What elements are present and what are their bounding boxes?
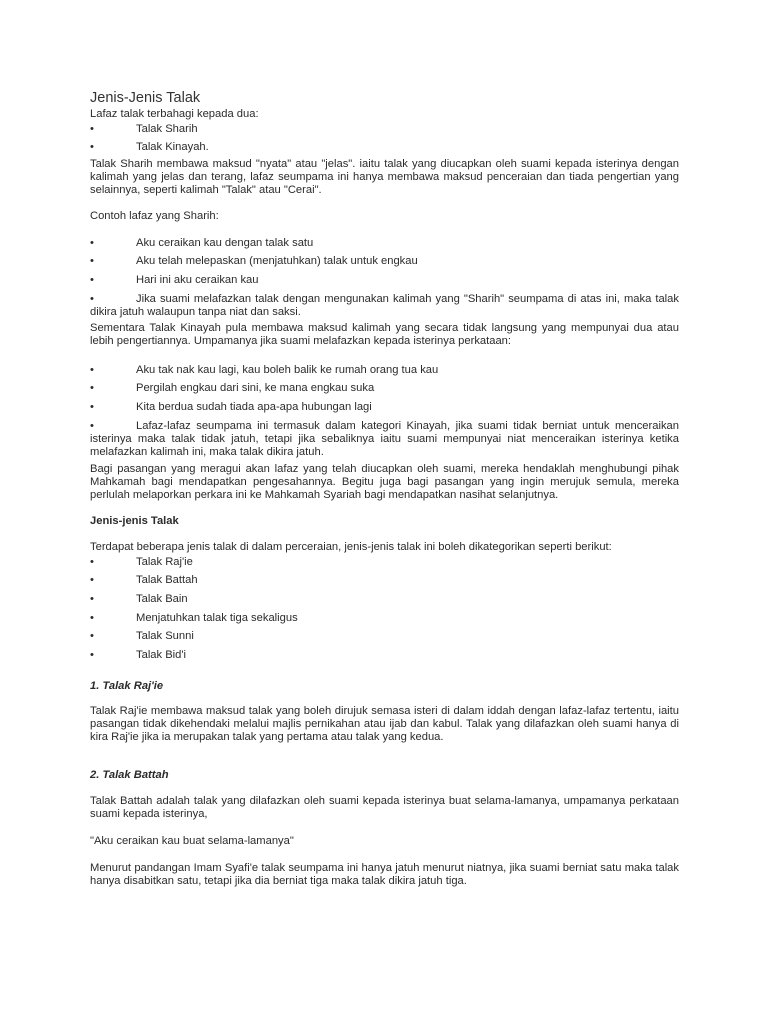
kinayah-note-text: Lafaz-lafaz seumpama ini termasuk dalam kategori Kinayah, jika suami tidak berniat untuk menceraikan isterinya maka talak tidak jatuh, tetapi jika sebaliknya iaitu suami mempunyai niat menceraikan isterinya ketika melafazkan kalimah ini, maka talak dikira jatuh. (90, 420, 679, 458)
bullet-icon: • (90, 293, 94, 305)
list-item (90, 237, 679, 250)
kinayah-note (90, 420, 679, 459)
bullet-icon: • (90, 237, 94, 249)
bullet-icon: • (90, 556, 94, 568)
list-item-text: Talak Sunni (136, 630, 194, 642)
rajie-heading: 1. Talak Raj'ie (90, 680, 164, 692)
list-item-text: Hari ini aku ceraikan kau (136, 274, 259, 286)
paragraph-sharih: Talak Sharih membawa maksud "nyata" atau "jelas". iaitu talak yang diucapkan oleh suami kepada isterinya dengan kalimah yang jelas dan terang, lafaz seumpama ini hanya membawa maksud penceraian dan tiada pengertian yang selainnya, seperti kalimah "Talak" atau "Cerai". (90, 158, 679, 196)
bullet-icon: • (90, 364, 94, 376)
list-item (90, 123, 679, 136)
list-item (90, 274, 679, 287)
bullet-icon: • (90, 630, 94, 642)
list-item-text: Aku telah melepaskan (menjatuhkan) talak untuk engkau (136, 255, 418, 267)
bullet-icon: • (90, 274, 94, 286)
bullet-icon: • (90, 593, 94, 605)
list-item-text: Pergilah engkau dari sini, ke mana engkau suka (136, 382, 375, 394)
list-item-text: Aku tak nak kau lagi, kau boleh balik ke rumah orang tua kau (136, 364, 439, 376)
bullet-icon: • (90, 420, 94, 432)
intro-text: Lafaz talak terbahagi kepada dua: (90, 108, 259, 120)
list-item-text: Menjatuhkan talak tiga sekaligus (136, 612, 298, 624)
bullet-icon: • (90, 612, 94, 624)
section-heading: Jenis-jenis Talak (90, 515, 179, 527)
list-item-text: Kita berdua sudah tiada apa-apa hubungan lagi (136, 401, 372, 413)
bullet-icon: • (90, 255, 94, 267)
list-item (90, 593, 679, 606)
list-item (90, 141, 679, 154)
bullet-icon: • (90, 141, 94, 153)
bullet-icon: • (90, 574, 94, 586)
bullet-icon: • (90, 382, 94, 394)
page-title: Jenis-Jenis Talak (90, 90, 201, 106)
list-item (90, 574, 679, 587)
sharih-note (90, 293, 679, 319)
bullet-icon: • (90, 401, 94, 413)
list-item (90, 612, 679, 625)
list-item-text: Talak Kinayah. (136, 141, 209, 153)
sharih-example-heading: Contoh lafaz yang Sharih: (90, 210, 219, 222)
paragraph-kinayah: Sementara Talak Kinayah pula membawa maksud kalimah yang secara tidak langsung yang mempunyai dua atau lebih pengertiannya. Umpamanya jika suami melafazkan kepada isterinya perkataan: (90, 322, 679, 347)
list-item (90, 556, 679, 569)
battah-quote: "Aku ceraikan kau buat selama-lamanya" (90, 835, 294, 847)
list-item-text: Talak Bid'i (136, 649, 187, 661)
list-item (90, 364, 679, 377)
list-item-text: Talak Battah (136, 574, 198, 586)
paragraph-battah: Talak Battah adalah talak yang dilafazkan oleh suami kepada isterinya buat selama-lamanya, umpamanya perkataan suami kepada isterinya, (90, 795, 679, 820)
list-item (90, 255, 679, 268)
bullet-icon: • (90, 649, 94, 661)
list-item-text: Talak Bain (136, 593, 188, 605)
battah-heading: 2. Talak Battah (90, 769, 169, 781)
bullet-icon: • (90, 123, 94, 135)
list-item-text: Talak Sharih (136, 123, 198, 135)
list-item (90, 649, 679, 662)
paragraph-doubt: Bagi pasangan yang meragui akan lafaz yang telah diucapkan oleh suami, mereka hendaklah menghubungi pihak Mahkamah bagi mendapatkan pengesahannya. Begitu juga bagi pasangan yang ingin merujuk semula, mereka perlulah melaporkan perkara ini ke Mahkamah Syariah bagi mendapatkan nasihat selanjutnya. (90, 463, 679, 501)
sharih-note-text: Jika suami melafazkan talak dengan mengunakan kalimah yang "Sharih" seumpama di atas ini, maka talak dikira jatuh walaupun tanpa niat dan saksi. (90, 293, 679, 318)
section-intro: Terdapat beberapa jenis talak di dalam perceraian, jenis-jenis talak ini boleh dikategorikan seperti berikut: (90, 541, 612, 553)
list-item-text: Aku ceraikan kau dengan talak satu (136, 237, 314, 249)
list-item (90, 630, 679, 643)
paragraph-rajie: Talak Raj'ie membawa maksud talak yang boleh dirujuk semasa isteri di dalam iddah dengan lafaz-lafaz tertentu, iaitu pasangan tidak dikehendaki melalui majlis pernikahan atau ijab dan kabul. Talak yang dilafazkan oleh suami hanya di kira Raj'ie jika ia merupakan talak yang pertama atau talak yang kedua. (90, 705, 679, 743)
list-item-text: Talak Raj'ie (136, 556, 193, 568)
list-item (90, 382, 679, 395)
paragraph-battah-note: Menurut pandangan Imam Syafi'e talak seumpama ini hanya jatuh menurut niatnya, jika suami berniat satu maka talak hanya disabitkan satu, tetapi jika dia berniat tiga maka talak dikira jatuh tiga. (90, 862, 679, 887)
list-item (90, 401, 679, 414)
